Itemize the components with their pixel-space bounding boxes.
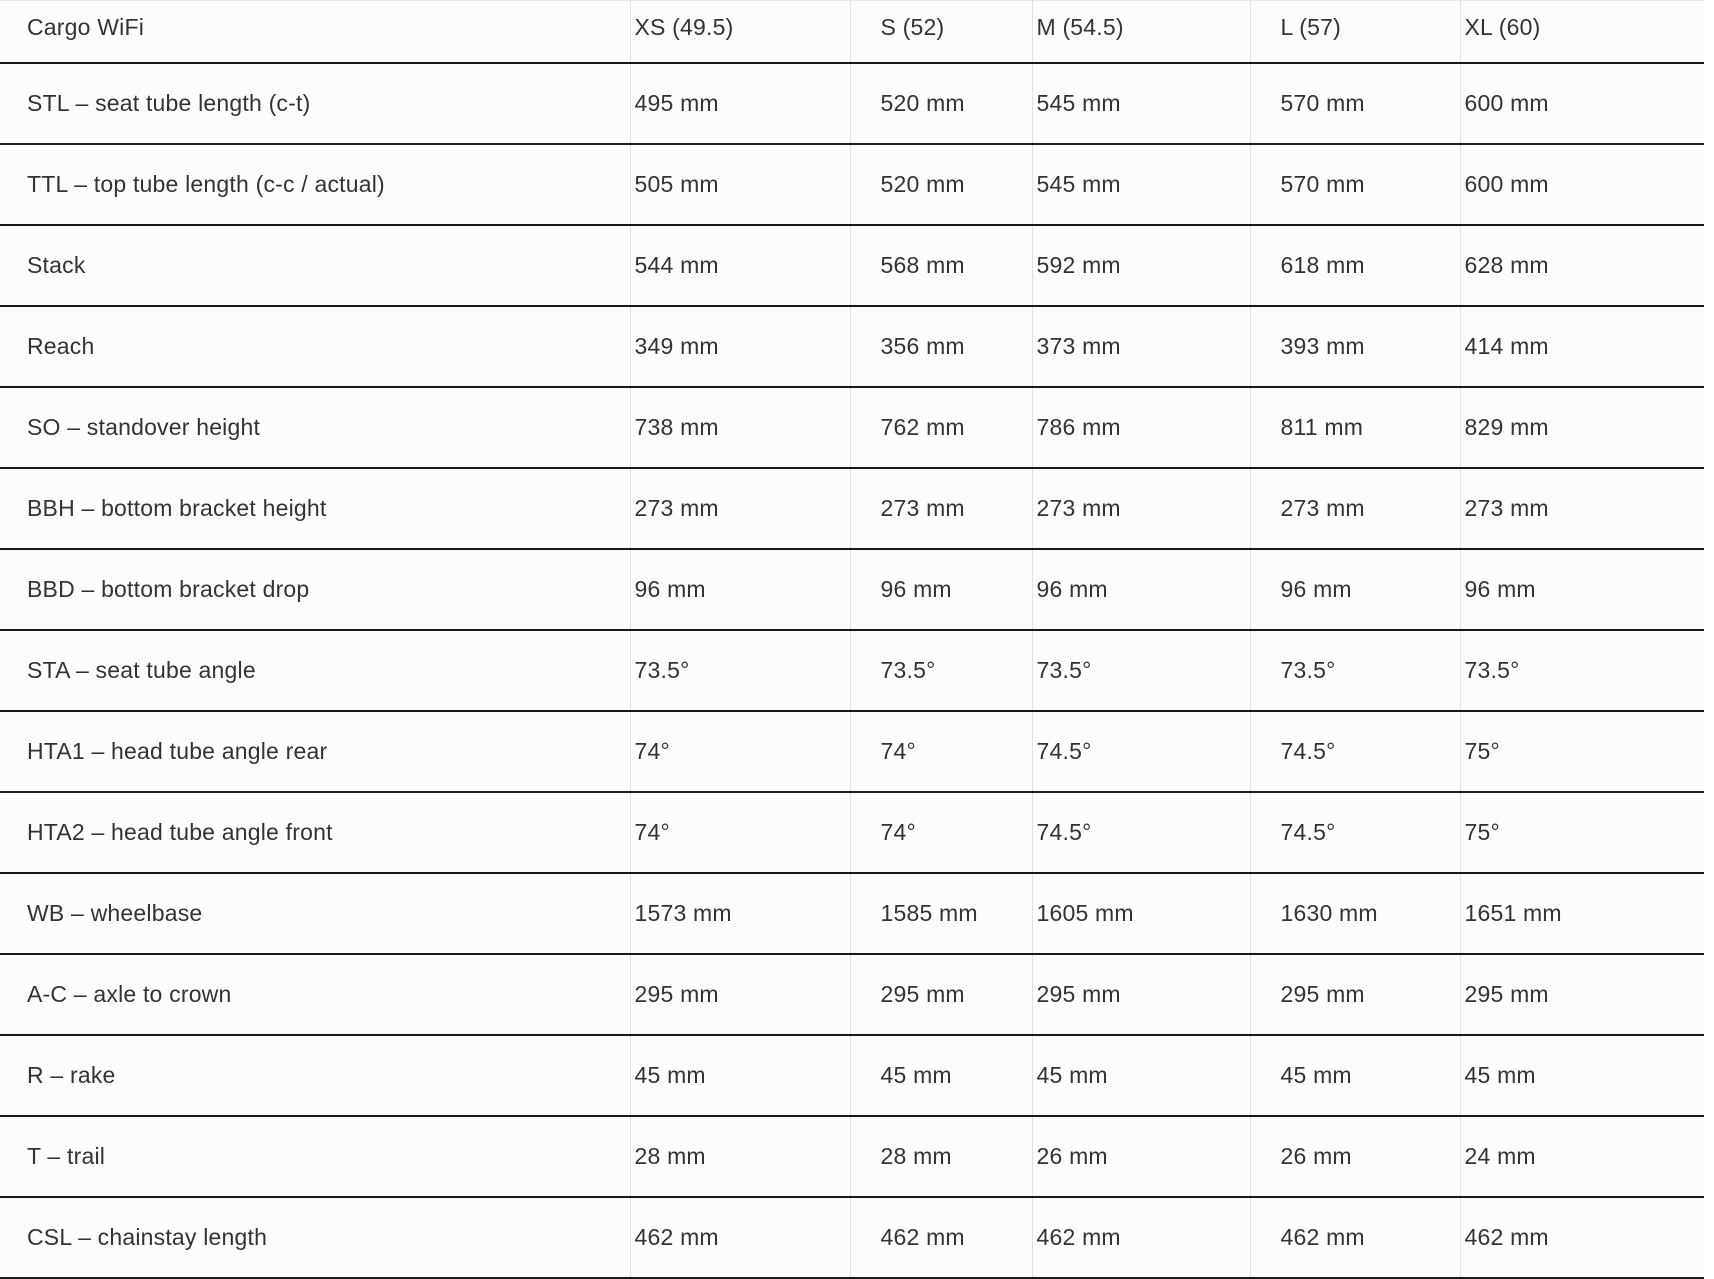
measurement-value-l: 45 mm: [1250, 1035, 1460, 1116]
measurement-label: WB – wheelbase: [0, 873, 630, 954]
measurement-value-xs: 96 mm: [630, 549, 850, 630]
table-row: [0, 306, 1704, 387]
table-row: [0, 792, 1704, 873]
measurement-value-s: 74°: [850, 711, 1032, 792]
measurement-value-m: 462 mm: [1032, 1197, 1250, 1278]
measurement-label: BBD – bottom bracket drop: [0, 549, 630, 630]
measurement-value-xl: 273 mm: [1460, 468, 1704, 549]
measurement-value-xl: 628 mm: [1460, 225, 1704, 306]
measurement-value-xs: 28 mm: [630, 1116, 850, 1197]
measurement-value-l: 273 mm: [1250, 468, 1460, 549]
measurement-label: Stack: [0, 225, 630, 306]
measurement-label: HTA2 – head tube angle front: [0, 792, 630, 873]
measurement-value-m: 1605 mm: [1032, 873, 1250, 954]
model-name-header: Cargo WiFi: [0, 1, 630, 63]
table-row: [0, 1197, 1704, 1278]
measurement-value-l: 74.5°: [1250, 792, 1460, 873]
measurement-value-s: 1585 mm: [850, 873, 1032, 954]
measurement-value-xl: 24 mm: [1460, 1116, 1704, 1197]
measurement-label: Reach: [0, 306, 630, 387]
table-row: [0, 630, 1704, 711]
measurement-value-xs: 505 mm: [630, 144, 850, 225]
measurement-value-s: 356 mm: [850, 306, 1032, 387]
measurement-value-m: 545 mm: [1032, 63, 1250, 144]
measurement-label: SO – standover height: [0, 387, 630, 468]
measurement-value-xs: 295 mm: [630, 954, 850, 1035]
measurement-value-m: 96 mm: [1032, 549, 1250, 630]
measurement-value-l: 811 mm: [1250, 387, 1460, 468]
measurement-value-xl: 829 mm: [1460, 387, 1704, 468]
measurement-value-s: 96 mm: [850, 549, 1032, 630]
measurement-label: HTA1 – head tube angle rear: [0, 711, 630, 792]
measurement-value-m: 786 mm: [1032, 387, 1250, 468]
measurement-value-l: 462 mm: [1250, 1197, 1460, 1278]
table-row: [0, 468, 1704, 549]
measurement-value-s: 762 mm: [850, 387, 1032, 468]
measurement-label: BBH – bottom bracket height: [0, 468, 630, 549]
table-row: [0, 63, 1704, 144]
measurement-value-xl: 45 mm: [1460, 1035, 1704, 1116]
table-row: [0, 954, 1704, 1035]
measurement-value-xl: 73.5°: [1460, 630, 1704, 711]
measurement-value-m: 26 mm: [1032, 1116, 1250, 1197]
size-header-xs: XS (49.5): [630, 1, 850, 63]
measurement-value-xs: 273 mm: [630, 468, 850, 549]
measurement-value-xs: 45 mm: [630, 1035, 850, 1116]
measurement-value-xl: 75°: [1460, 792, 1704, 873]
measurement-value-s: 273 mm: [850, 468, 1032, 549]
measurement-value-l: 295 mm: [1250, 954, 1460, 1035]
measurement-value-xl: 1651 mm: [1460, 873, 1704, 954]
measurement-value-l: 74.5°: [1250, 711, 1460, 792]
table-row: [0, 225, 1704, 306]
measurement-value-xs: 74°: [630, 792, 850, 873]
table-row: [0, 387, 1704, 468]
measurement-value-l: 26 mm: [1250, 1116, 1460, 1197]
measurement-value-m: 73.5°: [1032, 630, 1250, 711]
measurement-value-xs: 1573 mm: [630, 873, 850, 954]
measurement-value-xl: 462 mm: [1460, 1197, 1704, 1278]
measurement-value-s: 45 mm: [850, 1035, 1032, 1116]
measurement-label: T – trail: [0, 1116, 630, 1197]
measurement-value-xs: 74°: [630, 711, 850, 792]
measurement-value-s: 462 mm: [850, 1197, 1032, 1278]
measurement-value-xl: 75°: [1460, 711, 1704, 792]
measurement-value-l: 96 mm: [1250, 549, 1460, 630]
measurement-label: R – rake: [0, 1035, 630, 1116]
measurement-value-l: 1630 mm: [1250, 873, 1460, 954]
measurement-value-xs: 73.5°: [630, 630, 850, 711]
table-row: [0, 711, 1704, 792]
measurement-value-s: 568 mm: [850, 225, 1032, 306]
measurement-value-xl: 600 mm: [1460, 63, 1704, 144]
measurement-value-xs: 349 mm: [630, 306, 850, 387]
measurement-value-xl: 600 mm: [1460, 144, 1704, 225]
measurement-value-l: 618 mm: [1250, 225, 1460, 306]
size-header-xl: XL (60): [1460, 1, 1704, 63]
measurement-value-s: 73.5°: [850, 630, 1032, 711]
size-header-l: L (57): [1250, 1, 1460, 63]
size-header-m: M (54.5): [1032, 1, 1250, 63]
measurement-value-m: 295 mm: [1032, 954, 1250, 1035]
table-row: [0, 549, 1704, 630]
measurement-value-s: 74°: [850, 792, 1032, 873]
measurement-value-l: 570 mm: [1250, 144, 1460, 225]
measurement-value-xl: 96 mm: [1460, 549, 1704, 630]
measurement-value-m: 74.5°: [1032, 792, 1250, 873]
measurement-value-l: 73.5°: [1250, 630, 1460, 711]
table-row: [0, 144, 1704, 225]
size-header-s: S (52): [850, 1, 1032, 63]
table-header-row: [0, 1, 1704, 63]
measurement-label: A-C – axle to crown: [0, 954, 630, 1035]
measurement-value-m: 74.5°: [1032, 711, 1250, 792]
table-row: [0, 1035, 1704, 1116]
measurement-value-s: 28 mm: [850, 1116, 1032, 1197]
measurement-value-l: 570 mm: [1250, 63, 1460, 144]
measurement-value-m: 373 mm: [1032, 306, 1250, 387]
measurement-value-s: 520 mm: [850, 144, 1032, 225]
measurement-value-xl: 295 mm: [1460, 954, 1704, 1035]
measurement-value-xl: 414 mm: [1460, 306, 1704, 387]
measurement-value-xs: 495 mm: [630, 63, 850, 144]
measurement-value-m: 45 mm: [1032, 1035, 1250, 1116]
measurement-value-xs: 738 mm: [630, 387, 850, 468]
table-row: [0, 873, 1704, 954]
measurement-value-m: 545 mm: [1032, 144, 1250, 225]
measurement-value-m: 592 mm: [1032, 225, 1250, 306]
measurement-value-l: 393 mm: [1250, 306, 1460, 387]
measurement-value-xs: 462 mm: [630, 1197, 850, 1278]
measurement-label: CSL – chainstay length: [0, 1197, 630, 1278]
measurement-value-xs: 544 mm: [630, 225, 850, 306]
table-row: [0, 1116, 1704, 1197]
measurement-value-s: 295 mm: [850, 954, 1032, 1035]
geometry-table-body: [0, 1, 1704, 1278]
measurement-label: STA – seat tube angle: [0, 630, 630, 711]
measurement-label: TTL – top tube length (c-c / actual): [0, 144, 630, 225]
measurement-label: STL – seat tube length (c-t): [0, 63, 630, 144]
measurement-value-s: 520 mm: [850, 63, 1032, 144]
measurement-value-m: 273 mm: [1032, 468, 1250, 549]
